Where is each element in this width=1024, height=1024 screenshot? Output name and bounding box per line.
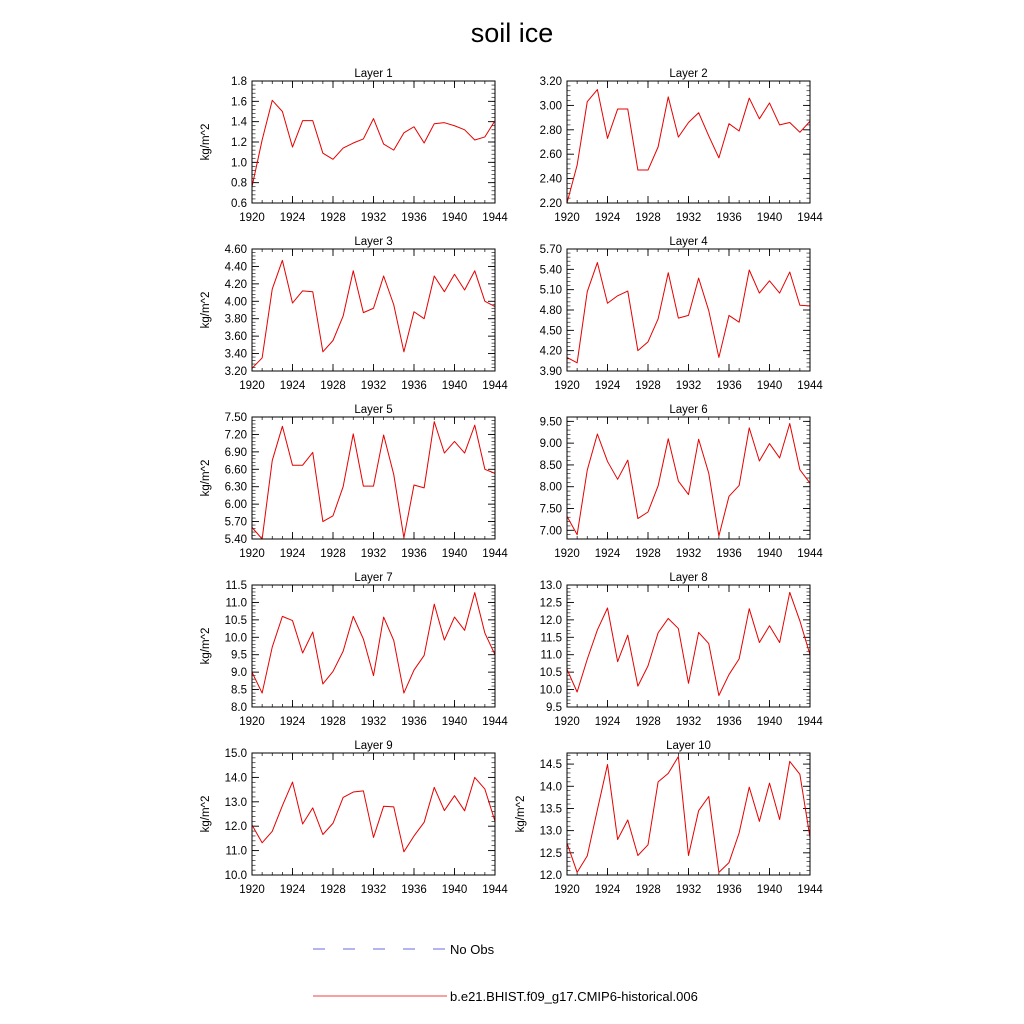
y-tick-label: 13.5 xyxy=(539,803,562,816)
y-tick-label: 3.20 xyxy=(539,76,562,88)
y-tick-label: 2.20 xyxy=(539,198,562,210)
y-tick-label: 2.40 xyxy=(539,173,562,186)
y-tick-label: 8.0 xyxy=(231,702,247,714)
y-tick-label: 12.0 xyxy=(539,614,562,627)
y-tick-label: 0.8 xyxy=(231,177,247,190)
x-tick-label: 1924 xyxy=(594,212,621,224)
y-tick-label: 9.5 xyxy=(546,702,562,714)
series-line xyxy=(567,263,810,363)
x-tick-label: 1932 xyxy=(360,884,387,896)
x-tick-label: 1928 xyxy=(320,380,346,392)
x-tick-label: 1936 xyxy=(716,884,742,896)
x-tick-label: 1936 xyxy=(716,212,742,224)
x-tick-label: 1924 xyxy=(279,716,306,728)
x-tick-label: 1924 xyxy=(594,548,621,560)
y-tick-label: 3.90 xyxy=(539,366,562,378)
x-tick-label: 1928 xyxy=(635,380,661,392)
x-tick-label: 1940 xyxy=(756,548,783,560)
x-tick-label: 1920 xyxy=(554,884,580,896)
panel-title: Layer 1 xyxy=(354,68,393,80)
panel-title: Layer 9 xyxy=(354,740,393,752)
x-tick-label: 1932 xyxy=(360,212,387,224)
x-tick-label: 1924 xyxy=(279,212,306,224)
x-tick-label: 1944 xyxy=(482,716,508,728)
x-tick-label: 1920 xyxy=(239,380,265,392)
y-tick-label: 4.80 xyxy=(539,305,562,317)
x-tick-label: 1924 xyxy=(279,548,306,560)
y-tick-label: 6.90 xyxy=(224,446,247,459)
x-tick-label: 1932 xyxy=(675,716,702,728)
x-tick-label: 1928 xyxy=(320,884,346,896)
y-tick-label: 11.5 xyxy=(540,632,562,645)
y-tick-label: 12.0 xyxy=(539,870,562,882)
y-tick-label: 13.0 xyxy=(539,825,562,838)
series-line xyxy=(252,260,495,368)
x-tick-label: 1944 xyxy=(797,716,823,728)
y-tick-label: 4.20 xyxy=(224,278,247,291)
x-tick-label: 1932 xyxy=(675,212,702,224)
x-tick-label: 1936 xyxy=(716,548,742,560)
x-tick-label: 1932 xyxy=(360,716,387,728)
series-line xyxy=(567,757,810,873)
y-tick-label: 4.20 xyxy=(539,345,562,358)
x-tick-label: 1936 xyxy=(401,212,427,224)
y-tick-label: 1.0 xyxy=(231,157,247,170)
plot-frame xyxy=(252,417,495,539)
y-tick-label: 3.60 xyxy=(224,331,247,344)
panel-layer-8 xyxy=(540,572,824,728)
x-tick-label: 1936 xyxy=(716,716,742,728)
x-tick-label: 1944 xyxy=(797,548,823,560)
panel-title: Layer 3 xyxy=(354,236,393,248)
y-tick-label: 9.0 xyxy=(231,667,247,680)
y-tick-label: 11.0 xyxy=(225,597,247,610)
y-tick-label: 6.00 xyxy=(224,499,247,512)
y-tick-label: 8.5 xyxy=(231,684,247,697)
panel-layer-5 xyxy=(200,404,508,560)
plot-frame xyxy=(567,753,810,875)
y-tick-label: 11.0 xyxy=(540,649,562,662)
x-tick-label: 1928 xyxy=(320,212,346,224)
y-tick-label: 6.30 xyxy=(224,481,247,494)
y-tick-label: 13.0 xyxy=(539,580,562,592)
panel-layer-4 xyxy=(540,236,824,392)
x-tick-label: 1940 xyxy=(441,380,468,392)
x-tick-label: 1928 xyxy=(635,884,661,896)
x-tick-label: 1936 xyxy=(401,380,427,392)
x-tick-label: 1924 xyxy=(279,380,306,392)
y-tick-label: 5.40 xyxy=(224,534,247,546)
y-tick-label: 1.6 xyxy=(231,96,247,109)
y-tick-label: 0.6 xyxy=(231,198,247,210)
y-tick-label: 5.70 xyxy=(539,244,562,256)
x-tick-label: 1944 xyxy=(482,548,508,560)
y-tick-label: 7.50 xyxy=(539,503,562,516)
y-axis-label: kg/m^2 xyxy=(200,795,212,833)
y-tick-label: 12.5 xyxy=(539,597,562,610)
series-line xyxy=(252,422,495,539)
y-tick-label: 15.0 xyxy=(224,748,247,760)
y-tick-label: 4.60 xyxy=(224,244,247,256)
panel-title: Layer 4 xyxy=(669,236,708,248)
series-line xyxy=(567,90,810,203)
series-line xyxy=(252,100,495,186)
x-tick-label: 1936 xyxy=(401,548,427,560)
x-tick-label: 1924 xyxy=(594,884,621,896)
y-tick-label: 14.5 xyxy=(539,759,562,772)
panel-layer-6 xyxy=(540,404,824,560)
x-tick-label: 1920 xyxy=(239,884,265,896)
y-tick-label: 12.5 xyxy=(539,847,562,860)
x-tick-label: 1920 xyxy=(554,212,580,224)
y-tick-label: 7.50 xyxy=(224,412,247,424)
y-tick-label: 1.2 xyxy=(231,137,247,149)
y-tick-label: 7.00 xyxy=(539,525,562,538)
y-axis-label: kg/m^2 xyxy=(515,795,527,833)
panel-layer-2 xyxy=(540,68,824,224)
y-tick-label: 11.5 xyxy=(225,580,247,592)
x-tick-label: 1944 xyxy=(797,380,823,392)
plot-frame xyxy=(252,249,495,371)
panel-title: Layer 6 xyxy=(669,404,708,416)
panel-title: Layer 10 xyxy=(666,740,711,752)
y-tick-label: 3.80 xyxy=(224,313,247,326)
y-tick-label: 11.0 xyxy=(225,845,247,858)
x-tick-label: 1924 xyxy=(279,884,306,896)
y-tick-label: 12.0 xyxy=(224,821,247,834)
series-line xyxy=(567,424,810,536)
x-tick-label: 1932 xyxy=(360,548,387,560)
y-axis-label: kg/m^2 xyxy=(200,459,212,497)
y-tick-label: 10.0 xyxy=(539,684,562,697)
x-tick-label: 1932 xyxy=(675,884,702,896)
y-axis-label: kg/m^2 xyxy=(200,123,212,161)
x-tick-label: 1932 xyxy=(675,548,702,560)
y-tick-label: 5.70 xyxy=(224,516,247,529)
x-tick-label: 1928 xyxy=(635,548,661,560)
plot-frame xyxy=(567,81,810,203)
x-tick-label: 1944 xyxy=(482,212,508,224)
x-tick-label: 1940 xyxy=(441,716,468,728)
x-tick-label: 1932 xyxy=(675,380,702,392)
x-tick-label: 1936 xyxy=(401,884,427,896)
x-tick-label: 1920 xyxy=(239,212,265,224)
y-tick-label: 3.20 xyxy=(224,366,247,378)
y-tick-label: 9.50 xyxy=(539,416,562,429)
plot-frame xyxy=(567,417,810,539)
x-tick-label: 1928 xyxy=(320,548,346,560)
x-tick-label: 1944 xyxy=(797,212,823,224)
plot-frame xyxy=(252,585,495,707)
x-tick-label: 1940 xyxy=(441,884,468,896)
panel-layer-10 xyxy=(515,740,823,896)
y-tick-label: 10.0 xyxy=(224,870,247,882)
y-axis-label: kg/m^2 xyxy=(200,291,212,329)
panel-layer-1 xyxy=(200,68,508,224)
y-tick-label: 5.10 xyxy=(539,284,562,297)
x-tick-label: 1940 xyxy=(756,884,783,896)
x-tick-label: 1940 xyxy=(756,212,783,224)
y-axis-label: kg/m^2 xyxy=(200,627,212,665)
x-tick-label: 1920 xyxy=(554,380,580,392)
plot-frame xyxy=(567,585,810,707)
panel-title: Layer 5 xyxy=(354,404,393,416)
x-tick-label: 1920 xyxy=(554,716,580,728)
x-tick-label: 1920 xyxy=(239,548,265,560)
x-tick-label: 1940 xyxy=(441,548,468,560)
x-tick-label: 1924 xyxy=(594,716,621,728)
y-tick-label: 1.4 xyxy=(231,116,247,129)
panel-grid xyxy=(200,68,823,896)
y-tick-label: 2.80 xyxy=(539,124,562,137)
panel-layer-3 xyxy=(200,236,508,392)
y-tick-label: 3.40 xyxy=(224,348,247,361)
plot-frame xyxy=(567,249,810,371)
x-tick-label: 1944 xyxy=(797,884,823,896)
x-tick-label: 1936 xyxy=(716,380,742,392)
plot-frame xyxy=(252,753,495,875)
panel-title: Layer 7 xyxy=(354,572,393,584)
x-tick-label: 1924 xyxy=(594,380,621,392)
panel-layer-7 xyxy=(200,572,508,728)
x-tick-label: 1928 xyxy=(635,212,661,224)
y-tick-label: 1.8 xyxy=(231,76,247,88)
x-tick-label: 1920 xyxy=(554,548,580,560)
x-tick-label: 1920 xyxy=(239,716,265,728)
panel-title: Layer 8 xyxy=(669,572,708,584)
y-tick-label: 4.50 xyxy=(539,325,562,338)
y-tick-label: 8.50 xyxy=(539,459,562,472)
y-tick-label: 4.40 xyxy=(224,261,247,274)
panel-layer-9 xyxy=(200,740,508,896)
y-tick-label: 14.0 xyxy=(224,772,247,785)
y-tick-label: 6.60 xyxy=(224,464,247,477)
y-tick-label: 10.5 xyxy=(539,667,562,680)
x-tick-label: 1928 xyxy=(320,716,346,728)
series-line xyxy=(252,593,495,693)
legend-model-label: b.e21.BHIST.f09_g17.CMIP6-historical.006 xyxy=(450,989,698,1004)
x-tick-label: 1940 xyxy=(756,380,783,392)
series-line xyxy=(567,592,810,695)
y-tick-label: 5.40 xyxy=(539,264,562,277)
y-tick-label: 13.0 xyxy=(224,796,247,809)
y-tick-label: 14.0 xyxy=(539,781,562,794)
legend xyxy=(313,942,698,1004)
panel-title: Layer 2 xyxy=(669,68,708,80)
x-tick-label: 1940 xyxy=(756,716,783,728)
figure-title: soil ice xyxy=(470,18,554,48)
x-tick-label: 1932 xyxy=(360,380,387,392)
y-tick-label: 2.60 xyxy=(539,149,562,162)
y-tick-label: 10.0 xyxy=(224,632,247,645)
y-tick-label: 9.00 xyxy=(539,438,562,451)
y-tick-label: 10.5 xyxy=(224,614,247,627)
y-tick-label: 4.00 xyxy=(224,296,247,309)
y-tick-label: 8.00 xyxy=(539,481,562,494)
x-tick-label: 1936 xyxy=(401,716,427,728)
x-tick-label: 1940 xyxy=(441,212,468,224)
y-tick-label: 3.00 xyxy=(539,100,562,113)
series-line xyxy=(252,777,495,851)
plot-frame xyxy=(252,81,495,203)
x-tick-label: 1944 xyxy=(482,380,508,392)
legend-obs-label: No Obs xyxy=(450,942,495,957)
y-tick-label: 7.20 xyxy=(224,429,247,442)
y-tick-label: 9.5 xyxy=(231,649,247,662)
x-tick-label: 1944 xyxy=(482,884,508,896)
x-tick-label: 1928 xyxy=(635,716,661,728)
